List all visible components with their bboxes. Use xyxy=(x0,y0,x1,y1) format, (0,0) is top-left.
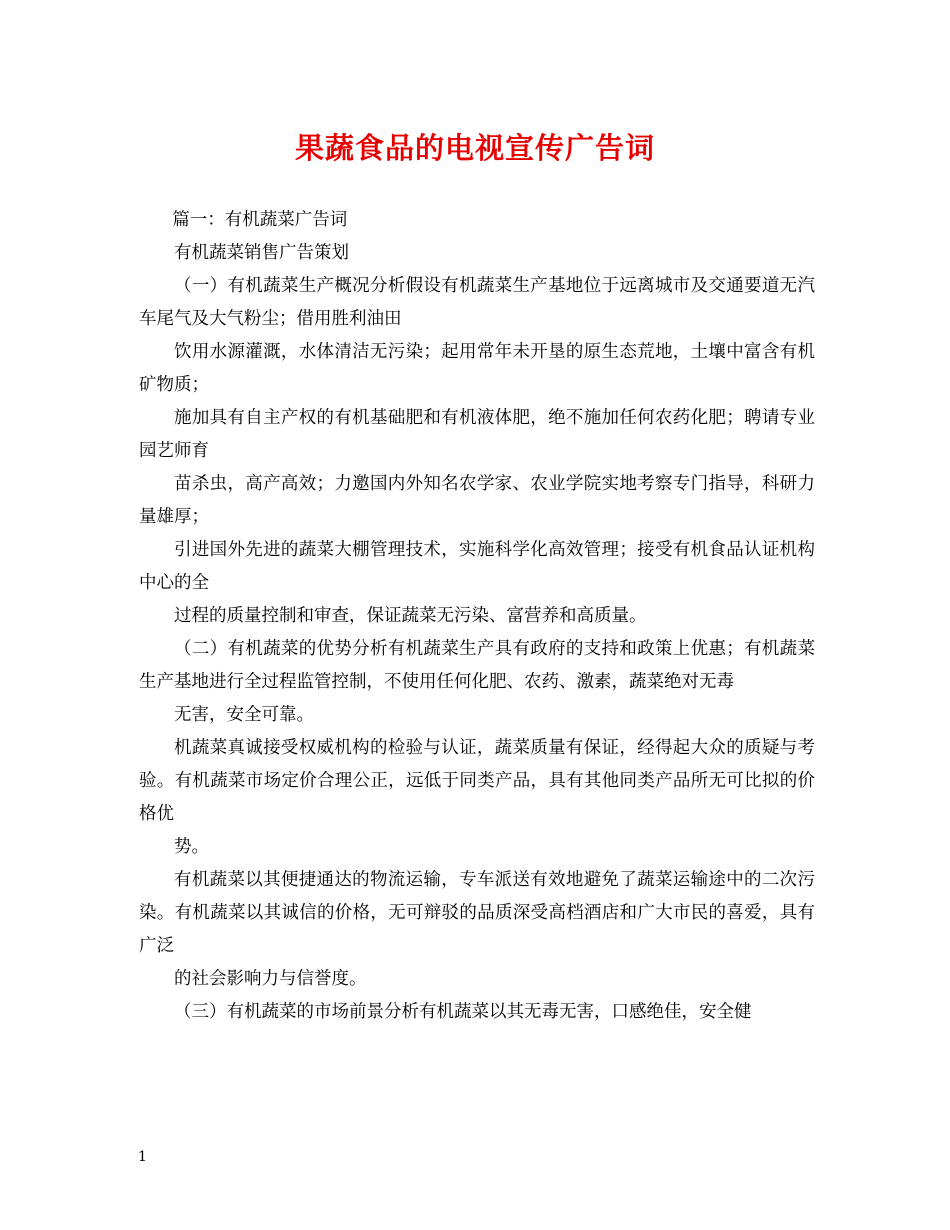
paragraph: 引进国外先进的蔬菜大棚管理技术，实施科学化高效管理；接受有机食品认证机构中心的全 xyxy=(139,540,815,593)
paragraph: 势。 xyxy=(174,837,209,857)
paragraph: 无害，安全可靠。 xyxy=(174,705,314,725)
paragraph: 施加具有自主产权的有机基础肥和有机液体肥，绝不施加任何农药化肥；聘请专业园艺师育 xyxy=(139,408,815,461)
paragraph: 机蔬菜真诚接受权威机构的检验与认证，蔬菜质量有保证，经得起大众的质疑与考验。有机蔬菜市场定价合理公正，远低于同类产品，具有其他同类产品所无可比拟的价格优 xyxy=(139,738,815,824)
paragraph: 饮用水源灌溉，水体清洁无污染；起用常年未开垦的原生态荒地，土壤中富含有机矿物质； xyxy=(139,342,815,395)
paragraph: （二）有机蔬菜的优势分析有机蔬菜生产具有政府的支持和政策上优惠；有机蔬菜生产基地进行全过程监管控制，不使用任何化肥、农药、激素，蔬菜绝对无毒 xyxy=(139,639,815,692)
paragraph: 有机蔬菜以其便捷通达的物流运输，专车派送有效地避免了蔬菜运输途中的二次污染。有机蔬菜以其诚信的价格，无可辩驳的品质深受高档酒店和广大市民的喜爱，具有广泛 xyxy=(139,870,815,956)
document-title: 果蔬食品的电视宣传广告词 xyxy=(294,131,655,165)
paragraph: （一）有机蔬菜生产概况分析假设有机蔬菜生产基地位于远离城市及交通要道无汽车尾气及大气粉尘；借用胜利油田 xyxy=(139,276,815,329)
paragraph: 的社会影响力与信誉度。 xyxy=(174,969,367,989)
paragraph: 篇一：有机蔬菜广告词 xyxy=(172,210,348,230)
paragraph: 有机蔬菜销售广告策划 xyxy=(174,243,349,263)
paragraph: 过程的质量控制和审查，保证蔬菜无污染、富营养和高质量。 xyxy=(174,606,647,626)
paragraph: （三）有机蔬菜的市场前景分析有机蔬菜以其无毒无害，口感绝佳，安全健 xyxy=(174,1002,752,1022)
document-body xyxy=(139,204,815,1029)
paragraph: 苗杀虫，高产高效；力邀国内外知名农学家、农业学院实地考察专门指导，科研力量雄厚； xyxy=(139,474,815,527)
page-number: 1 xyxy=(138,1149,147,1165)
